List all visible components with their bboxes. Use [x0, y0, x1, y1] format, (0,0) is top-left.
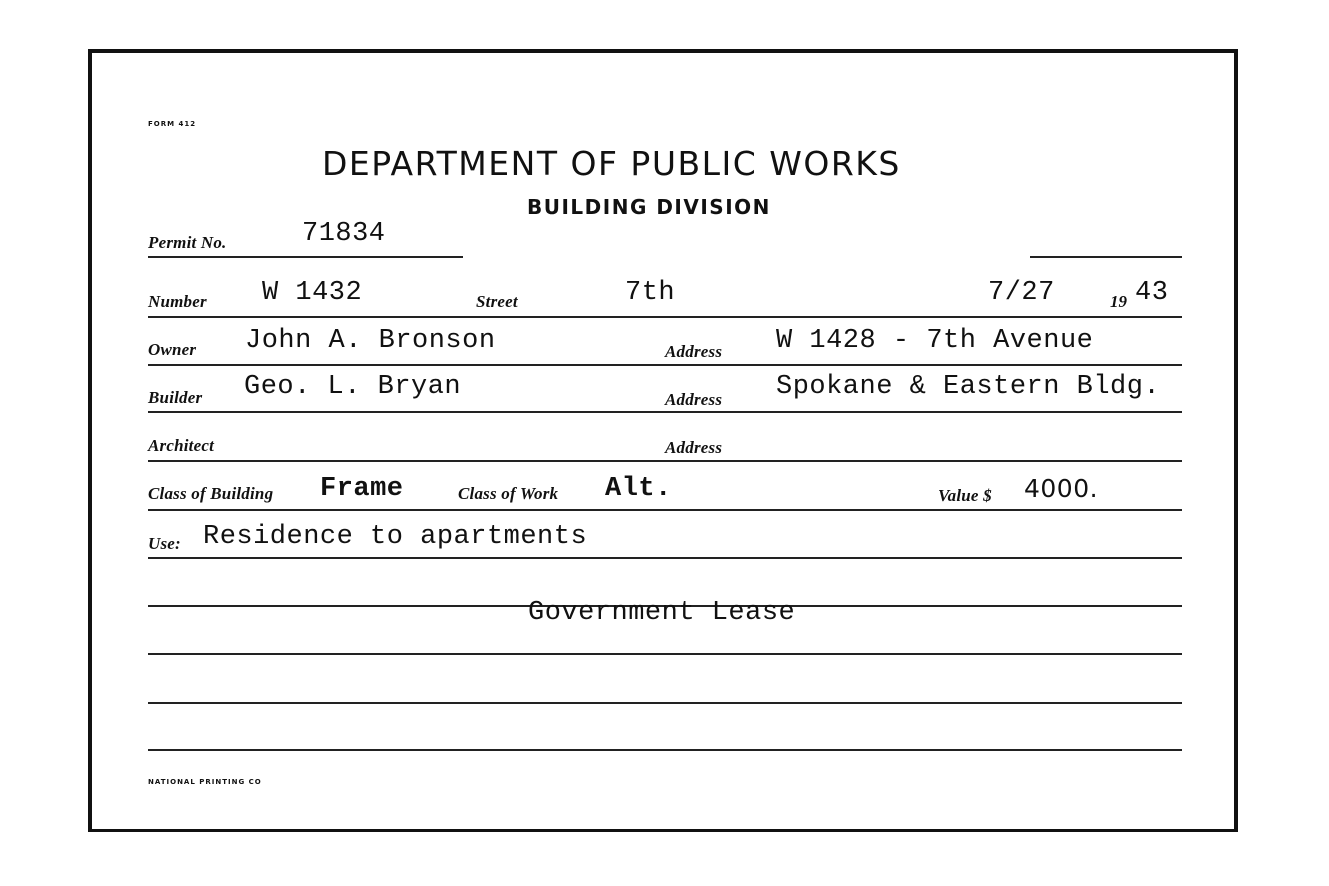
architect-label: Architect	[148, 436, 215, 455]
value-amount: 4000.	[1024, 474, 1099, 503]
year-prefix: 19	[1110, 292, 1127, 311]
value-label: Value $	[938, 486, 992, 505]
class-of-work-value: Alt.	[605, 474, 672, 504]
class-of-building-value: Frame	[320, 474, 404, 504]
architect-address-label: Address	[665, 438, 723, 457]
remarks-line-2	[148, 653, 1182, 655]
date-value: 7/27	[988, 278, 1055, 308]
use-line	[148, 557, 1182, 559]
street-label: Street	[476, 292, 518, 311]
remarks-line-4	[148, 749, 1182, 751]
owner-value: John A. Bronson	[245, 326, 496, 356]
number-label: Number	[148, 292, 207, 311]
remarks-line-3	[148, 702, 1182, 704]
printer-imprint: NATIONAL PRINTING CO	[148, 778, 262, 786]
date-top-line	[1030, 256, 1182, 258]
class-of-building-label: Class of Building	[148, 484, 274, 503]
builder-value: Geo. L. Bryan	[244, 372, 462, 402]
form-number: FORM 412	[148, 120, 197, 128]
number-line	[148, 316, 1182, 318]
owner-label: Owner	[148, 340, 197, 359]
class-line	[148, 509, 1182, 511]
builder-label: Builder	[148, 388, 203, 407]
permit-label: Permit No.	[148, 233, 227, 252]
year-value: 43	[1135, 278, 1169, 308]
owner-line	[148, 364, 1182, 366]
department-title: DEPARTMENT OF PUBLIC WORKS	[322, 144, 901, 183]
class-of-work-label: Class of Work	[458, 484, 559, 503]
division-subtitle: BUILDING DIVISION	[527, 195, 771, 219]
architect-line	[148, 460, 1182, 462]
builder-address-label: Address	[665, 390, 723, 409]
use-value: Residence to apartments	[203, 522, 588, 552]
permit-line	[148, 256, 463, 258]
owner-address-label: Address	[665, 342, 723, 361]
number-value: W 1432	[262, 278, 363, 308]
street-value: 7th	[625, 278, 676, 308]
remarks-text: Government Lease	[528, 598, 796, 628]
use-label: Use:	[148, 534, 181, 553]
permit-number: 71834	[302, 219, 386, 249]
builder-line	[148, 411, 1182, 413]
owner-address-value: W 1428 - 7th Avenue	[776, 326, 1094, 356]
builder-address-value: Spokane & Eastern Bldg.	[776, 372, 1161, 402]
